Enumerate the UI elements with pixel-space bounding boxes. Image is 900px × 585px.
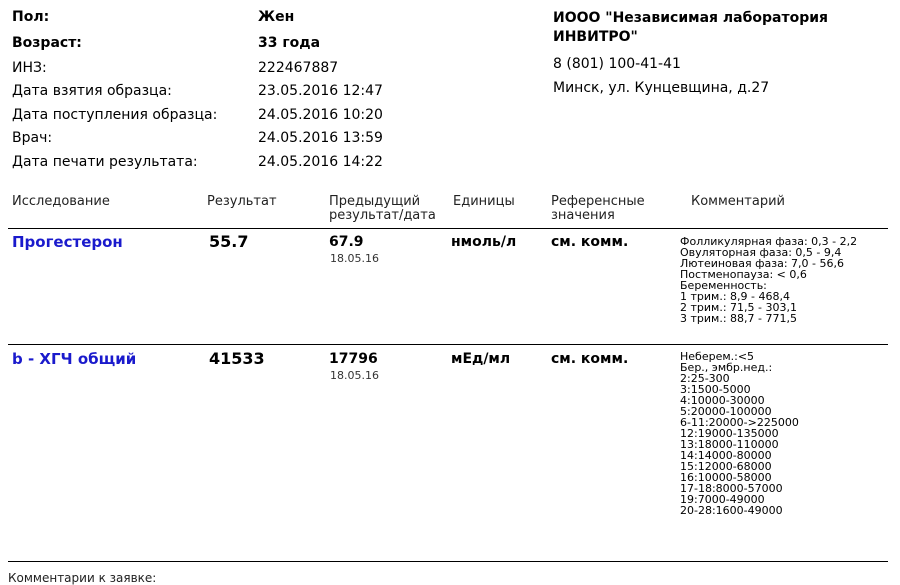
test-name: b - ХГЧ общий [12, 350, 137, 368]
comment-line: 14:14000-80000 [680, 449, 772, 462]
comment-line: 6-11:20000->225000 [680, 416, 799, 429]
comment-line: 16:10000-58000 [680, 471, 772, 484]
col-comment-header: Комментарий [691, 194, 785, 209]
comment-line: 2 трим.: 71,5 - 303,1 [680, 301, 797, 314]
comment-line: 1 трим.: 8,9 - 468,4 [680, 290, 790, 303]
sex-value: Жен [258, 9, 295, 25]
inz-value: 222467887 [258, 60, 339, 76]
comment-line: 3:1500-5000 [680, 383, 751, 396]
row-divider [8, 561, 888, 562]
test-units: мЕд/мл [451, 351, 511, 367]
test-reference: см. комм. [551, 351, 629, 367]
print-date-label: Дата печати результата: [12, 154, 198, 170]
prev-result: 67.9 [329, 234, 364, 250]
comment-line: Неберем.:<5 [680, 350, 755, 363]
test-result: 41533 [209, 349, 265, 368]
lab-phone: 8 (801) 100-41-41 [553, 56, 681, 72]
lab-name-line2: ИНВИТРО" [553, 29, 638, 45]
test-comment [680, 351, 799, 516]
comment-line: 4:10000-30000 [680, 394, 765, 407]
comment-line: 2:25-300 [680, 372, 730, 385]
test-reference: см. комм. [551, 234, 629, 250]
col-ref-header-line2: значения [551, 208, 615, 223]
prev-date: 18.05.16 [330, 369, 379, 382]
prev-date: 18.05.16 [330, 252, 379, 265]
comment-line: Овуляторная фаза: 0,5 - 9,4 [680, 246, 842, 259]
prev-result: 17796 [329, 351, 378, 367]
comment-line: Лютеиновая фаза: 7,0 - 56,6 [680, 257, 845, 270]
sample-received-value: 24.05.2016 10:20 [258, 107, 383, 123]
lab-address: Минск, ул. Кунцевщина, д.27 [553, 80, 770, 96]
row-divider [8, 344, 888, 345]
age-value: 33 года [258, 35, 321, 51]
comment-line: 15:12000-68000 [680, 460, 772, 473]
sex-label: Пол: [12, 9, 50, 25]
comment-line: 19:7000-49000 [680, 493, 765, 506]
doctor-value: 24.05.2016 13:59 [258, 130, 383, 146]
inz-label: ИНЗ: [12, 60, 47, 76]
order-comments-label: Комментарии к заявке: [8, 571, 157, 585]
comment-line: Фолликулярная фаза: 0,3 - 2,2 [680, 235, 858, 248]
print-date-value: 24.05.2016 14:22 [258, 154, 383, 170]
header-divider [8, 228, 888, 229]
test-comment [680, 236, 857, 324]
lab-name-line1: ИООО "Независимая лаборатория [553, 10, 829, 26]
sample-received-label: Дата поступления образца: [12, 107, 218, 123]
test-result: 55.7 [209, 232, 249, 251]
comment-line: 20-28:1600-49000 [680, 504, 783, 517]
col-prev-header-line1: Предыдущий [329, 194, 421, 209]
comment-line: 12:19000-135000 [680, 427, 779, 440]
col-test-header: Исследование [12, 194, 110, 209]
comment-line: Бер., эмбр.нед.: [680, 361, 773, 374]
doctor-label: Врач: [12, 130, 53, 146]
col-result-header: Результат [207, 194, 277, 209]
test-name: Прогестерон [12, 233, 123, 251]
comment-line: 5:20000-100000 [680, 405, 772, 418]
comment-line: 3 трим.: 88,7 - 771,5 [680, 312, 797, 325]
col-ref-header-line1: Референсные [551, 194, 645, 209]
sample-taken-label: Дата взятия образца: [12, 83, 172, 99]
comment-line: 13:18000-110000 [680, 438, 779, 451]
col-units-header: Единицы [453, 194, 515, 209]
age-label: Возраст: [12, 35, 82, 51]
comment-line: Беременность: [680, 279, 767, 292]
test-units: нмоль/л [451, 234, 517, 250]
comment-line: 17-18:8000-57000 [680, 482, 783, 495]
comment-line: Постменопауза: < 0,6 [680, 268, 807, 281]
col-prev-header-line2: результат/дата [329, 208, 436, 223]
sample-taken-value: 23.05.2016 12:47 [258, 83, 383, 99]
